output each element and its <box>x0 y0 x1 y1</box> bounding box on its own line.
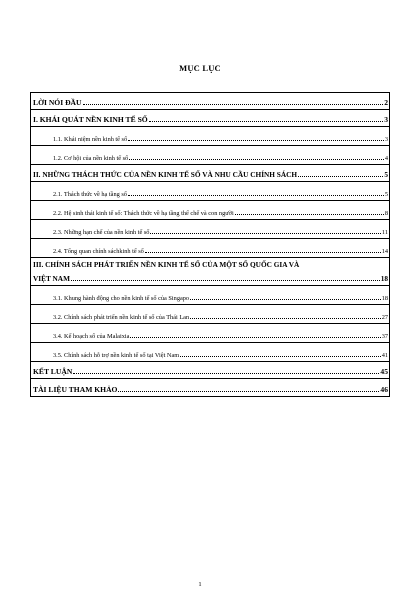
toc-entry-section-2[interactable] <box>31 165 389 182</box>
toc-entry-text-line1: III. CHÍNH SÁCH PHÁT TRIỂN NỀN KINH TẾ SỐ CỦA MỘT SỐ QUỐC GIA VÀ <box>33 260 300 269</box>
toc-entry-3-1[interactable] <box>31 286 389 305</box>
toc-entry-page: 4 <box>384 155 388 162</box>
toc-entry-page: 27 <box>381 314 388 321</box>
toc-leader-dots <box>150 232 380 234</box>
toc-entry-text: 2.4. Tổng quan chính sáchkinh tế số <box>53 248 144 255</box>
toc-entry-text: 1.2. Cơ hội của nền kinh tế số <box>53 155 129 162</box>
table-of-contents <box>30 92 390 397</box>
toc-entry-conclusion[interactable] <box>31 362 389 379</box>
toc-entry-1-2[interactable] <box>31 146 389 165</box>
toc-leader-dots <box>71 279 380 281</box>
toc-entry-2-3[interactable] <box>31 220 389 239</box>
toc-leader-dots <box>235 213 384 215</box>
page-number: 1 <box>198 581 202 588</box>
toc-leader-dots <box>83 103 384 105</box>
toc-entry-text: 3.2. Chính sách phát triển nền kinh tế số của Thái Lan <box>53 314 190 321</box>
toc-entry-text: 2.3. Những hạn chế của nền kinh tế số <box>53 229 150 236</box>
toc-entry-foreword[interactable] <box>31 93 389 110</box>
toc-entry-references[interactable] <box>31 379 389 396</box>
toc-leader-dots <box>128 139 384 141</box>
toc-entry-page: 18 <box>380 274 388 283</box>
toc-leader-dots <box>149 120 383 122</box>
toc-entry-page: 2 <box>384 98 388 107</box>
toc-entry-page: 45 <box>380 367 388 376</box>
toc-entry-page: 18 <box>381 295 388 302</box>
toc-entry-text: 3.4. Kế hoạch số của Malaixia <box>53 333 130 340</box>
toc-leader-dots <box>298 175 383 177</box>
toc-entry-3-4[interactable] <box>31 324 389 343</box>
toc-entry-text: 3.1. Khung hành động cho nền kinh tế số của Singapo <box>53 295 190 302</box>
toc-entry-page: 41 <box>381 352 388 359</box>
toc-entry-page: 11 <box>381 229 388 236</box>
toc-entry-3-5[interactable] <box>31 343 389 362</box>
toc-entry-page: 3 <box>384 115 388 124</box>
toc-entry-3-2[interactable] <box>31 305 389 324</box>
toc-entry-page: 5 <box>384 191 388 198</box>
toc-entry-1-1[interactable] <box>31 127 389 146</box>
toc-leader-dots <box>145 251 381 253</box>
toc-entry-text: 3.5. Chính sách hỗ trợ nền kinh tế số tại Việt Nam <box>53 352 180 359</box>
toc-entry-text: TÀI LIỆU THAM KHẢO <box>33 385 118 394</box>
toc-entry-text: 2.1. Thách thức về hạ tầng số <box>53 191 127 198</box>
toc-entry-page: 5 <box>384 170 388 179</box>
toc-entry-page: 46 <box>380 385 388 394</box>
toc-entry-page: 14 <box>381 248 388 255</box>
page-title: MỤC LỤC <box>179 63 221 73</box>
toc-leader-dots <box>73 372 379 374</box>
toc-entry-2-4[interactable] <box>31 239 389 258</box>
toc-entry-page: 37 <box>381 333 388 340</box>
toc-entry-text: II. NHỮNG THÁCH THỨC CỦA NỀN KINH TẾ SỐ VÀ NHU CẦU CHÍNH SÁCH <box>33 170 298 179</box>
toc-leader-dots <box>129 158 384 160</box>
toc-entry-text: LỜI NÓI ĐẦU <box>33 98 82 107</box>
toc-entry-text: KẾT LUẬN <box>33 367 73 376</box>
toc-entry-text: I. KHÁI QUÁT NỀN KINH TẾ SỐ <box>33 115 148 124</box>
toc-leader-dots <box>180 355 381 357</box>
toc-entry-section-3[interactable] <box>31 258 389 286</box>
toc-entry-2-1[interactable] <box>31 182 389 201</box>
toc-leader-dots <box>190 298 381 300</box>
toc-entry-page: 8 <box>384 210 388 217</box>
toc-entry-text-line2: VIỆT NAM <box>33 274 70 283</box>
toc-leader-dots <box>128 194 384 196</box>
toc-leader-dots <box>130 336 380 338</box>
toc-entry-2-2[interactable] <box>31 201 389 220</box>
toc-entry-section-1[interactable] <box>31 110 389 127</box>
toc-entry-page: 3 <box>384 136 388 143</box>
toc-leader-dots <box>190 317 381 319</box>
toc-entry-text: 2.2. Hệ sinh thái kinh tế số: Thách thức về hạ tầng thể chế và con người <box>53 210 234 217</box>
toc-entry-text: 1.1. Khái niệm nền kinh tế số <box>53 136 128 143</box>
toc-leader-dots <box>118 390 379 392</box>
